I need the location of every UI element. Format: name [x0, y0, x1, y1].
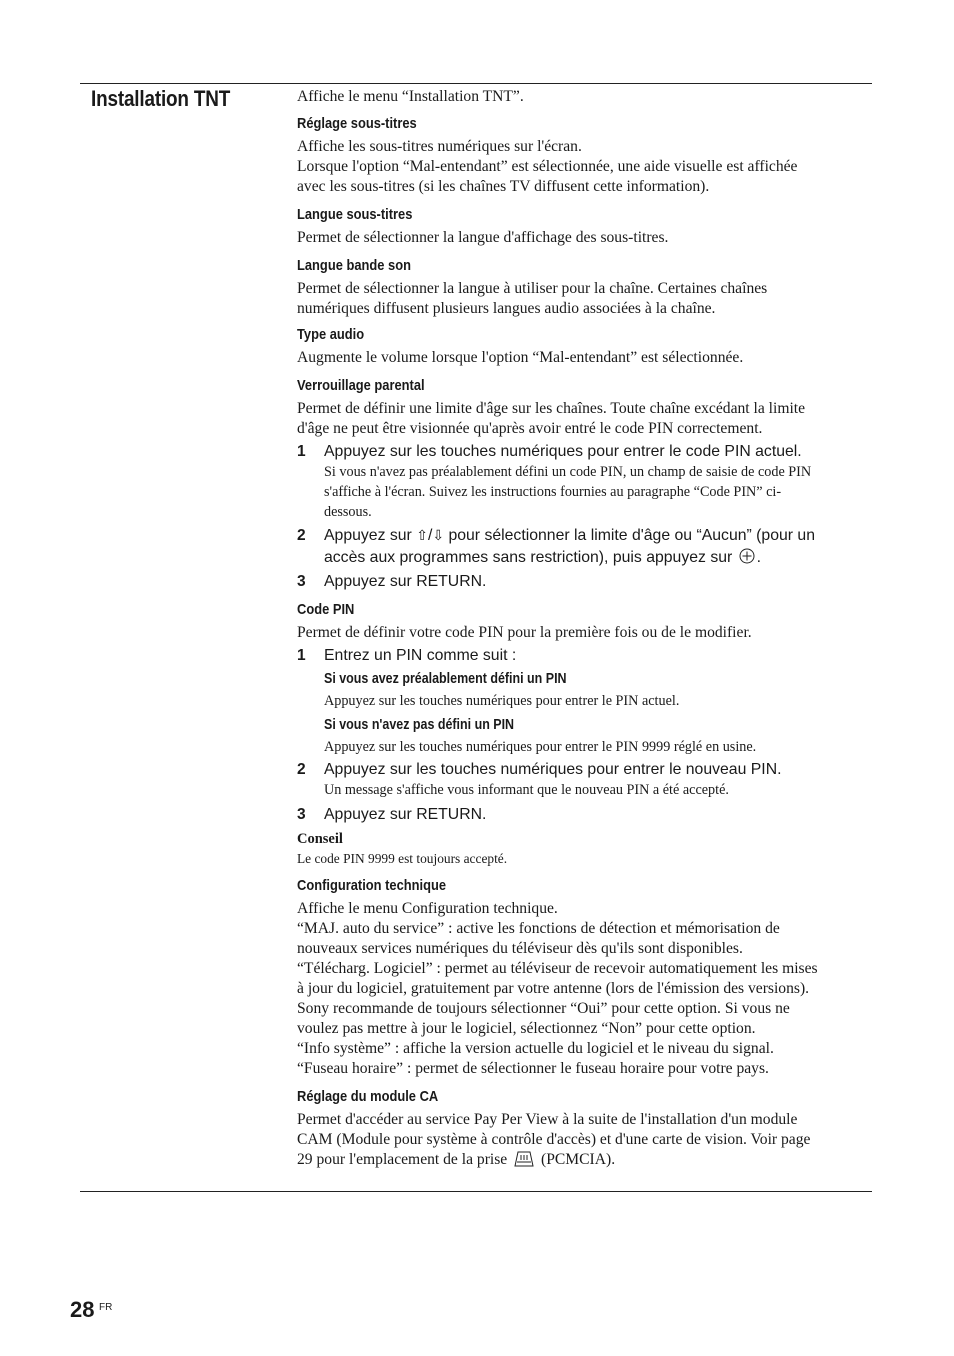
paragraph-line: Permet de définir une limite d'âge sur les chaînes. Toute chaîne excédant la limite	[297, 400, 806, 417]
page-number: 28	[70, 1297, 95, 1322]
paragraph-line: d'âge ne peut être visionnée qu'après avoir entré le code PIN correctement.	[297, 420, 763, 437]
heading-langue-sous-titres: Langue sous-titres	[297, 206, 413, 223]
paragraph-line: Permet de sélectionner la langue à utiliser pour la chaîne. Certaines chaînes	[297, 280, 768, 297]
paragraph-line: Permet de définir votre code PIN pour la première fois ou de le modifier.	[297, 624, 752, 641]
paragraph-line: Lorsque l'option “Mal-entendant” est sélectionnée, une aide visuelle est affichée	[297, 158, 798, 175]
step-text-line2	[324, 547, 872, 568]
step-note: Un message s'affiche vous informant que le nouveau PIN a été accepté.	[324, 782, 729, 798]
step-note: Appuyez sur les touches numériques pour entrer le PIN 9999 réglé en usine.	[324, 739, 757, 755]
bottom-rule	[80, 1191, 872, 1192]
section-intro: Affiche le menu “Installation TNT”.	[297, 88, 524, 105]
heading-reglage-sous-titres: Réglage sous-titres	[297, 115, 417, 132]
paragraph-part: (PCMCIA).	[537, 1151, 616, 1168]
step-note: Appuyez sur les touches numériques pour entrer le PIN actuel.	[324, 693, 680, 709]
heading-code-pin: Code PIN	[297, 601, 355, 618]
content-column	[297, 87, 872, 1170]
paragraph-line: Affiche les sous-titres numériques sur l'écran.	[297, 138, 582, 155]
heading-configuration-technique: Configuration technique	[297, 877, 447, 894]
heading-langue-bande-son: Langue bande son	[297, 257, 411, 274]
step-number: 1	[297, 443, 306, 460]
paragraph-line: voulez pas mettre à jour le logiciel, sélectionnez “Non” pour cette option.	[297, 1020, 756, 1037]
paragraph-line: “Télécharg. Logiciel” : permet au téléviseur de recevoir automatiquement les mises	[297, 960, 818, 977]
tip-text: Le code PIN 9999 est toujours accepté.	[297, 851, 508, 866]
step-number: 1	[297, 647, 306, 664]
slash: /	[427, 527, 433, 544]
heading-type-audio: Type audio	[297, 326, 365, 343]
page-language-code: FR	[99, 1302, 113, 1313]
paragraph-line: Sony recommande de toujours sélectionner “Oui” pour cette option. Si vous ne	[297, 1000, 790, 1017]
step-3-code-pin	[297, 804, 872, 825]
paragraph-line: nouveaux services numériques du téléviseur dès qu'ils sont disponibles.	[297, 940, 743, 957]
step-number: 2	[297, 761, 306, 778]
step-3-verrouillage	[297, 571, 872, 592]
paragraph-line: Affiche le menu Configuration technique.	[297, 900, 558, 917]
step-text-part: .	[756, 549, 762, 566]
paragraph-line: Augmente le volume lorsque l'option “Mal-entendant” est sélectionnée.	[297, 349, 744, 366]
paragraph-line: “Info système” : affiche la version actuelle du logiciel et le niveau du signal.	[297, 1040, 774, 1057]
paragraph-line: “MAJ. auto du service” : active les fonctions de détection et mémorisation de	[297, 920, 780, 937]
down-arrow-icon: ⇩	[432, 528, 445, 544]
up-arrow-icon: ⇧	[416, 528, 428, 544]
step-number: 2	[297, 527, 306, 544]
step-text: Entrez un PIN comme suit :	[324, 647, 517, 664]
step-text: Appuyez sur RETURN.	[324, 573, 487, 590]
heading-reglage-module-ca: Réglage du module CA	[297, 1088, 439, 1105]
paragraph-line: Permet de sélectionner la langue d'affichage des sous-titres.	[297, 229, 669, 246]
enter-button-icon	[739, 548, 755, 564]
subheading-pin-not-defined: Si vous n'avez pas défini un PIN	[324, 717, 515, 733]
step-number: 3	[297, 573, 306, 590]
step-text-part: Appuyez sur	[324, 527, 417, 544]
section-title: Installation TNT	[91, 86, 231, 111]
step-note: dessous.	[324, 504, 372, 520]
paragraph-line: CAM (Module pour système à contrôle d'accès) et d'une carte de vision. Voir page	[297, 1131, 811, 1148]
subheading-pin-defined: Si vous avez préalablement défini un PIN	[324, 671, 567, 687]
paragraph-line: avec les sous-titres (si les chaînes TV diffusent cette information).	[297, 178, 710, 195]
step-note: s'affiche à l'écran. Suivez les instructions fournies au paragraphe “Code PIN” ci-	[324, 484, 782, 500]
step-text: Appuyez sur RETURN.	[324, 806, 487, 823]
step-2-code-pin	[297, 759, 872, 780]
heading-verrouillage-parental: Verrouillage parental	[297, 377, 425, 394]
step-note: Si vous n'avez pas préalablement défini un code PIN, un champ de saisie de code PIN	[324, 464, 812, 480]
step-text: Appuyez sur les touches numériques pour entrer le code PIN actuel.	[324, 443, 802, 460]
paragraph-line	[297, 1150, 872, 1170]
step-1-code-pin	[297, 645, 872, 666]
step-text: Appuyez sur les touches numériques pour entrer le nouveau PIN.	[324, 761, 782, 778]
paragraph-line: numériques diffusent plusieurs langues audio associées à la chaîne.	[297, 300, 716, 317]
paragraph-part: 29 pour l'emplacement de la prise	[297, 1151, 512, 1168]
step-1-verrouillage	[297, 441, 872, 462]
paragraph-line: à jour du logiciel, gratuitement par votre antenne (lors de l'émission des versions).	[297, 980, 810, 997]
tip-label: Conseil	[297, 831, 343, 847]
paragraph-line: “Fuseau horaire” : permet de sélectionner le fuseau horaire pour votre pays.	[297, 1060, 769, 1077]
step-number: 3	[297, 806, 306, 823]
step-text	[324, 525, 872, 547]
step-text-part: pour sélectionner la limite d'âge ou “Aucun” (pour un	[444, 527, 816, 544]
step-text-part: accès aux programmes sans restriction), puis appuyez sur	[324, 549, 737, 566]
paragraph-line: Permet d'accéder au service Pay Per View à la suite de l'installation d'un module	[297, 1111, 798, 1128]
step-2-verrouillage	[297, 525, 872, 568]
pcmcia-slot-icon	[513, 1150, 535, 1168]
